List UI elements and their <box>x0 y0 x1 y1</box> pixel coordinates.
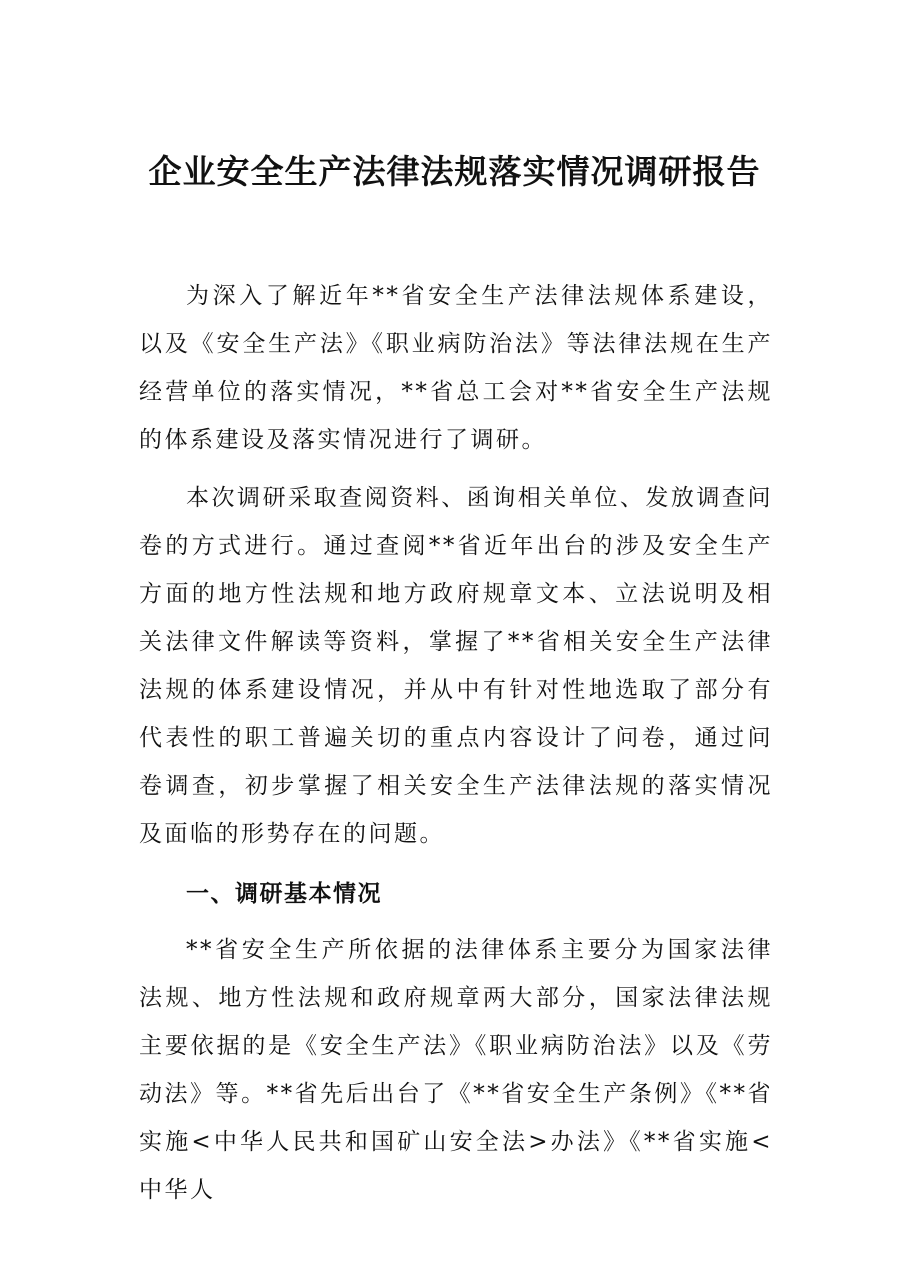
intro-paragraph: 为深入了解近年**省安全生产法律法规体系建设，以及《安全生产法》《职业病防治法》等法律法规在生产经营单位的落实情况，**省总工会对**省安全生产法规的体系建设及落实情况进行了调研。 <box>139 283 773 453</box>
document-body <box>139 272 773 1214</box>
document-title: 企业安全生产法律法规落实情况调研报告 <box>148 152 761 191</box>
section-heading: 一、调研基本情况 <box>186 880 382 907</box>
section-paragraph: **省安全生产所依据的法律体系主要分为国家法律法规、地方性法规和政府规章两大部分，国家法律法规主要依据的是《安全生产法》《职业病防治法》以及《劳动法》等。**省先后出台了《**省安全生产条例》《**省实施<中华人民共和国矿山安全法>办法》《**省实施<中华人 <box>139 937 773 1203</box>
method-paragraph: 本次调研采取查阅资料、函询相关单位、发放调查问卷的方式进行。通过查阅**省近年出台的涉及安全生产方面的地方性法规和地方政府规章文本、立法说明及相关法律文件解读等资料，掌握了**省相关安全生产法律法规的体系建设情况，并从中有针对性地选取了部分有代表性的职工普遍关切的重点内容设计了问卷，通过问卷调查，初步掌握了相关安全生产法律法规的落实情况及面临的形势存在的问题。 <box>139 485 773 847</box>
